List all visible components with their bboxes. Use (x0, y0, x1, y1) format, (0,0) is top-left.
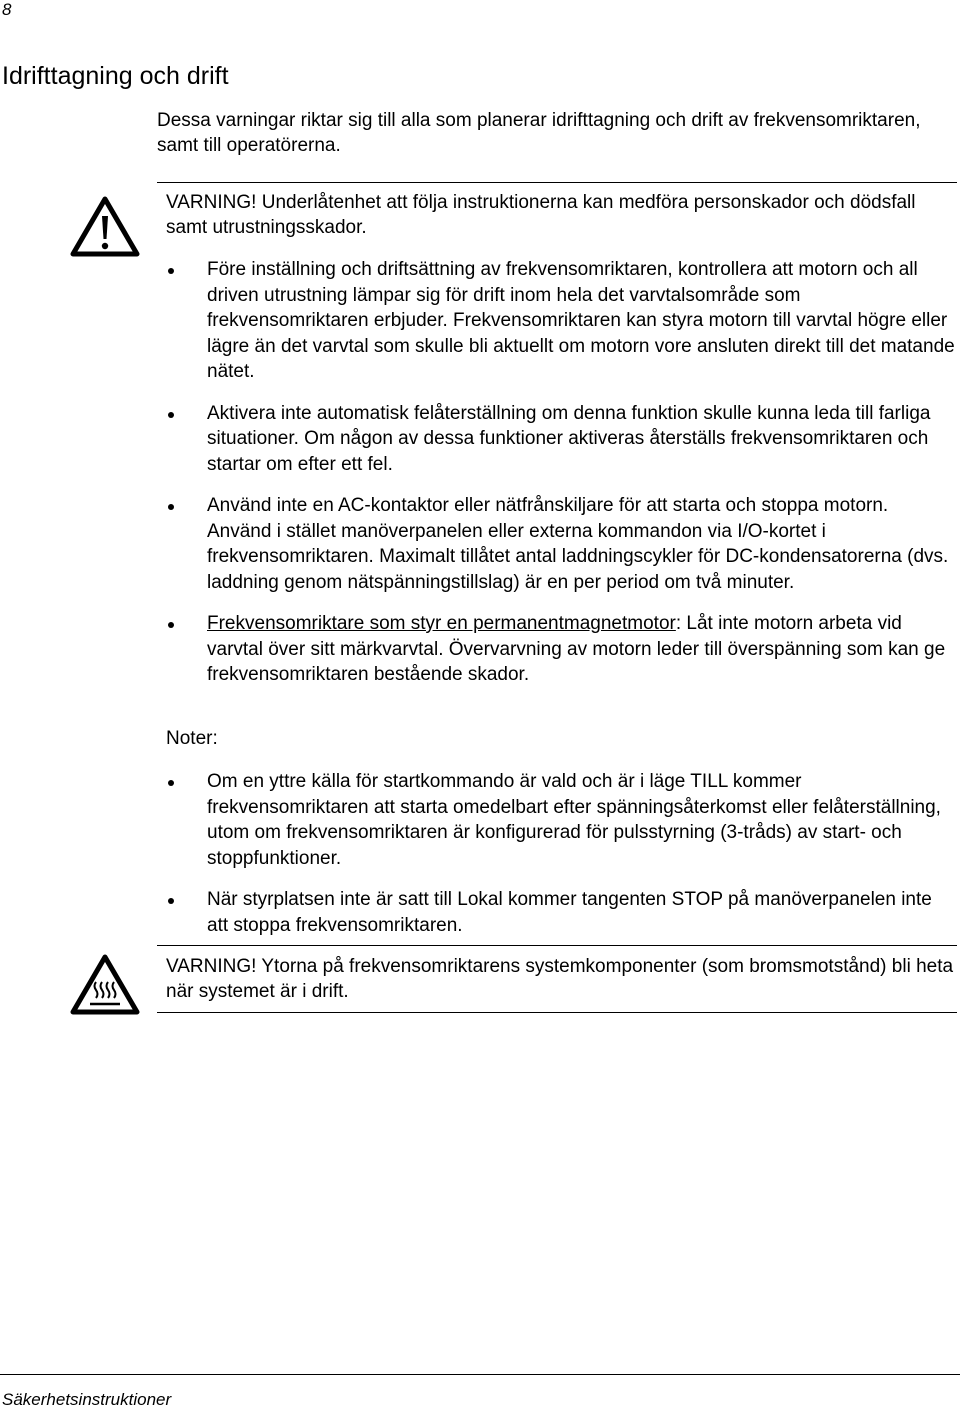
bullet-icon (168, 898, 174, 904)
warning-2-text: Ytorna på frekvensomriktarens systemkomponenter (som bromsmotstånd) bli heta när systemet är i drift. (166, 956, 954, 1002)
warning-1 (166, 190, 956, 240)
list-item: Aktivera inte automatisk felåterställning om denna funktion skulle kunna leda till farliga situationer. Om någon av dessa funktioner aktiveras återställs frekvensomriktaren och startar om efter ett fel. (166, 401, 956, 478)
warning-top-rule (157, 182, 957, 183)
warning-2-label: VARNING! (166, 956, 257, 977)
bullet-icon (168, 412, 174, 418)
pm-motor-heading: Frekvensomriktare som styr en permanentmagnetmotor (207, 613, 676, 634)
bullet-icon (168, 268, 174, 274)
bullet-icon (168, 780, 174, 786)
notes-label: Noter: (166, 728, 218, 749)
bullet-icon (168, 622, 174, 628)
intro-paragraph: Dessa varningar riktar sig till alla som planerar idrifttagning och drift av frekvensomriktaren, samt till operatörerna. (157, 110, 921, 156)
page-number: 8 (2, 0, 12, 19)
bullet-icon (168, 504, 174, 510)
footer-rule (0, 1374, 960, 1375)
footer-section-name: Säkerhetsinstruktioner (2, 1390, 172, 1409)
warning-2-bottom-rule (157, 1012, 957, 1013)
list-item: Använd inte en AC-kontaktor eller nätfrånskiljare för att starta och stoppa motorn. Använd i stället manöverpanelen eller externa kommandon via I/O-kortet i frekvensomriktaren. Maximalt tillåtet antal laddningscykler för DC-kondensatorerna (dvs. laddning genom nätspänningstillslag) är en per period om två minuter. (166, 493, 956, 595)
general-warning-icon (70, 196, 140, 263)
list-item: Frekvensomriktare som styr en permanentmagnetmotor: Låt inte motorn arbeta vid varvtal över sitt märkvarvtal. Övervarvning av motorn leder till överspänning som kan ge frekvensomriktaren bestående skador. (166, 611, 956, 688)
hot-surface-icon (70, 954, 140, 1021)
list-item: När styrplatsen inte är satt till Lokal kommer tangenten STOP på manöverpanelen inte att stoppa frekvensomriktaren. (166, 887, 956, 938)
list-item: Om en yttre källa för startkommando är vald och är i läge TILL kommer frekvensomriktaren att starta omedelbart efter spänningsåterkomst eller felåterställning, utom om frekvensomriktaren är konfigurerad för pulsstyrning (3-tråds) av start- och stoppfunktioner. (166, 769, 956, 871)
warning-2-top-rule (157, 945, 957, 946)
warning-bullet-list (166, 257, 956, 704)
section-title: Idrifttagning och drift (2, 62, 229, 90)
notes-bullet-list (166, 769, 956, 954)
warning-2 (166, 954, 956, 1004)
warning-1-label: VARNING! (166, 192, 257, 213)
list-item: Före inställning och driftsättning av frekvensomriktaren, kontrollera att motorn och all driven utrustning lämpar sig för drift inom hela det varvtalsområde som frekvensomriktaren erbjuder. Frekvensomriktaren kan styra motorn till varvtal högre eller lägre än det varvtal som skulle bli aktuellt om motorn vore ansluten direkt till det matande nätet. (166, 257, 956, 385)
warning-1-text: Underlåtenhet att följa instruktionerna kan medföra personskador och dödsfall samt utrustningsskador. (166, 192, 916, 238)
